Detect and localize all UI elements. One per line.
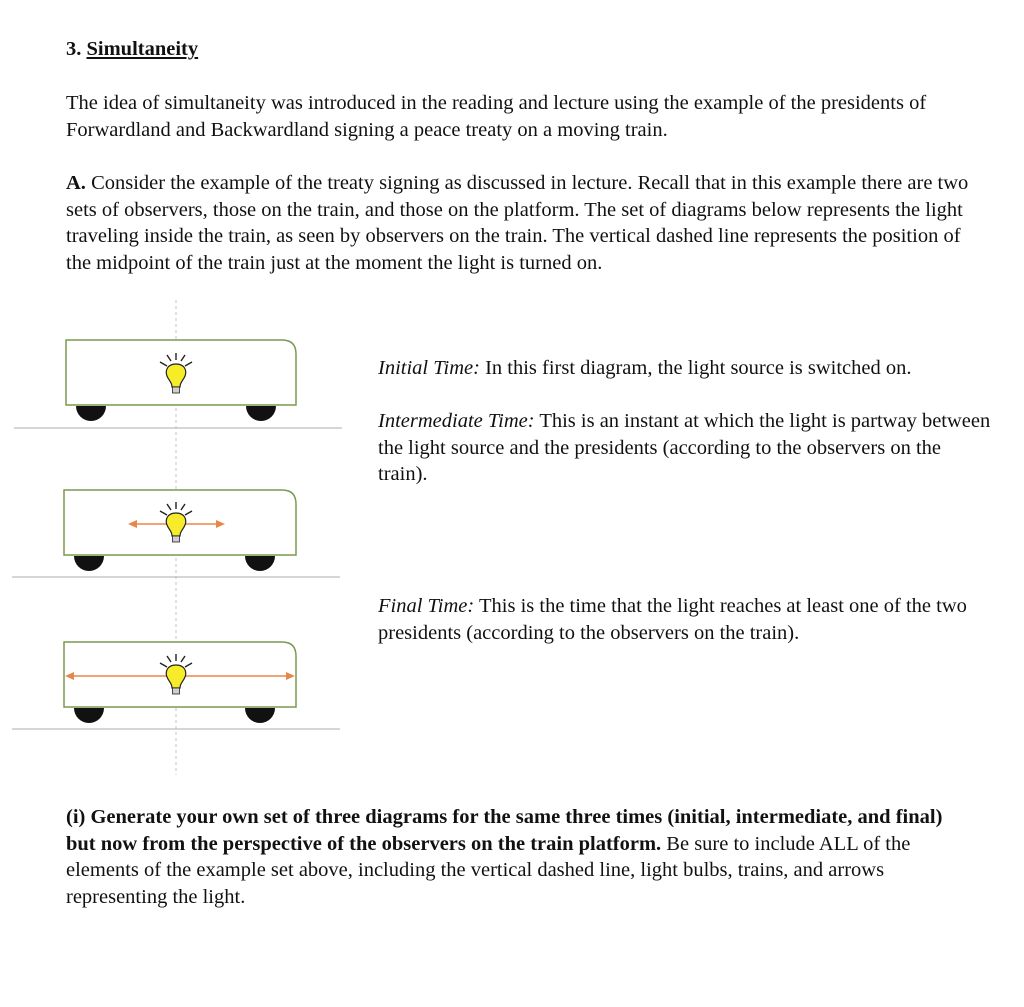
caption-final [378, 593, 978, 646]
wheel-right [246, 406, 276, 421]
question-paragraph [66, 804, 966, 910]
caption-text: In this first diagram, the light source is switched on. [485, 357, 912, 379]
train-diagrams [0, 295, 360, 780]
section-title: Simultaneity [86, 38, 199, 60]
part-a-label: A. [66, 172, 86, 194]
intro-paragraph: The idea of simultaneity was introduced in the reading and lecture using the example of the presidents of Forwardland and Backwardland signing a peace treaty on a moving train. [66, 92, 927, 141]
wheel-left [74, 708, 104, 723]
diagram-intermediate [12, 490, 340, 577]
question-text: Be sure to include ALL of the elements of the example set above, including the vertical dashed line, light bulbs, trains, and arrows representing the light. [66, 832, 911, 908]
caption-label: Final Time: [378, 595, 475, 617]
wheel-right [245, 556, 275, 571]
wheel-right [245, 708, 275, 723]
caption-label: Initial Time: [378, 357, 480, 379]
caption-text: This is the time that the light reaches at least one of the two presidents (according to the observers on the train). [378, 595, 967, 644]
caption-initial [378, 355, 998, 382]
wheel-left [76, 406, 106, 421]
caption-intermediate [378, 408, 993, 488]
section-number: 3. [66, 38, 82, 60]
section-heading [66, 36, 198, 63]
part-a-text: Consider the example of the treaty signing as discussed in lecture. Recall that in this example there are two sets of observers, those on the train, and those on the platform. The set of diagrams below represents the light traveling inside the train, as seen by observers on the train. The vertical dashed line represents the position of the midpoint of the train just at the moment the light is turned on. [66, 172, 969, 274]
question-bold: (i) Generate your own set of three diagrams for the same three times (initial, intermediate, and final) but now from the perspective of the observers on the train platform. [66, 806, 943, 855]
caption-label: Intermediate Time: [378, 410, 535, 432]
part-a-paragraph [66, 170, 986, 276]
diagram-initial [14, 340, 342, 428]
caption-text: This is an instant at which the light is partway between the light source and the presidents (according to the observers on the train). [378, 410, 991, 485]
wheel-left [74, 556, 104, 571]
